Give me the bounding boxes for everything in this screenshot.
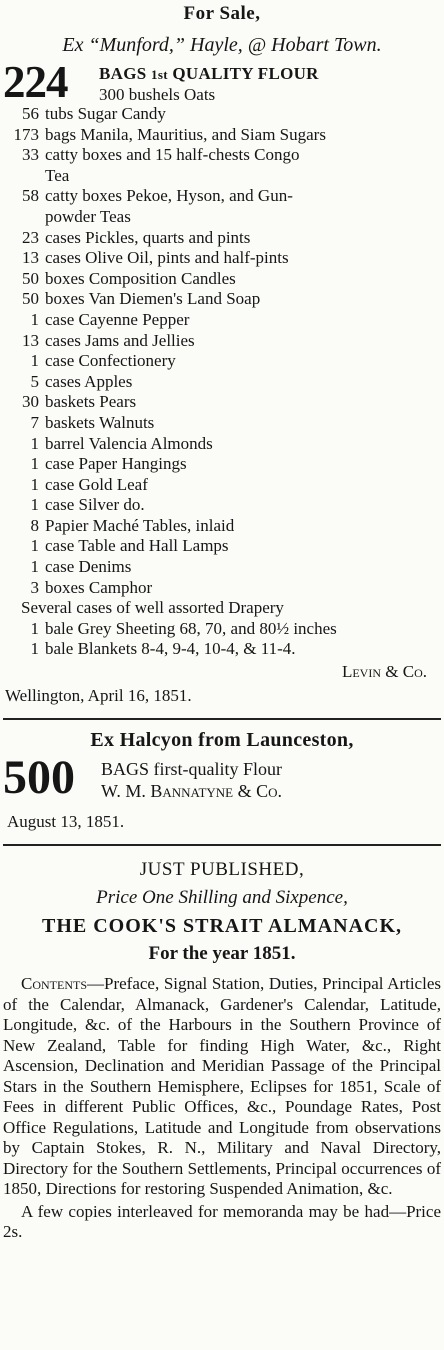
goods-item: [3, 228, 441, 249]
item-description: bags Manila, Mauritius, and Siam Sugars: [45, 124, 326, 144]
item-quantity: 58: [22, 186, 39, 206]
item-quantity: 33: [22, 145, 39, 165]
section-divider: [3, 718, 441, 720]
item-quantity: 1: [30, 557, 39, 577]
lead-quantity: 224: [3, 57, 68, 107]
goods-item: [3, 248, 441, 269]
price-line: Price One Shilling and Sixpence,: [96, 887, 348, 909]
drapery-line: Several cases of well assorted Drapery: [21, 598, 284, 618]
lead-line-1: BAGS 1st QUALITY FLOUR: [99, 64, 319, 83]
goods-item: [3, 495, 441, 516]
item-description: cases Apples: [45, 371, 133, 391]
goods-item: [3, 475, 441, 496]
item-quantity: 1: [30, 536, 39, 556]
item-description: catty boxes and 15 half-chests Congo: [45, 145, 300, 165]
goods-item: [3, 413, 441, 434]
contents-paragraph: [3, 968, 441, 1200]
item-quantity: 1: [30, 495, 39, 515]
goods-item: [3, 186, 441, 207]
dateline: Wellington, April 16, 1851.: [5, 686, 192, 706]
item-description: tubs Sugar Candy: [45, 104, 166, 123]
halcyon-heading: Ex Halcyon from Launceston,: [90, 729, 354, 752]
contents-text: —Preface, Signal Station, Duties, Principal Articles of the Calendar, Almanack, Gardener's Calendar, Latitude, Longitude, &c. of the Harbours in the Southern Province of New Zealand, Table for finding High Water, &c., Right Ascension, Declination and Meridian Passage of the Principal Stars in the Southern Hemisphere, Eclipses for 1851, Scale of Fees in different Public Offices, &c., Poundage Rates, Post Office Regulations, Latitude and Longitude from observations by Captain Stokes, R. N., Military and Naval Directory, Directory for the Southern Settlements, Principal occurrences of 1850, Directions for restoring Suspended Animation, &c.: [3, 974, 441, 1199]
item-quantity: 13: [22, 248, 39, 268]
goods-item: [3, 289, 441, 310]
item-quantity: 5: [30, 371, 39, 391]
ship-subheading: Ex “Munford,” Hayle, @ Hobart Town.: [62, 34, 382, 56]
item-description: baskets Pears: [45, 392, 137, 412]
item-quantity: 1: [30, 351, 39, 371]
item-description: catty boxes Pekoe, Hyson, and Gun-: [45, 186, 293, 206]
item-quantity: 173: [13, 124, 39, 144]
merchant-signature: Levin & Co.: [341, 662, 427, 682]
contents-label: Contents: [21, 974, 88, 994]
item-quantity: 23: [22, 227, 39, 247]
item-description: boxes Composition Candles: [45, 268, 236, 288]
item-description: case Confectionery: [45, 351, 176, 371]
goods-item: [3, 639, 441, 660]
goods-item: [3, 104, 441, 125]
goods-item: [3, 392, 441, 413]
item-description: case Denims: [45, 557, 132, 577]
item-quantity: 50: [22, 268, 39, 288]
item-quantity: 8: [30, 515, 39, 535]
item-description: case Table and Hall Lamps: [45, 536, 229, 556]
goods-list-2: [3, 619, 441, 660]
goods-item: [3, 269, 441, 290]
goods-item: [3, 557, 441, 578]
goods-item: [3, 351, 441, 372]
item-quantity: 56: [22, 104, 39, 123]
halcyon-advert: [3, 726, 441, 834]
goods-item: [3, 619, 441, 640]
item-description: case Cayenne Pepper: [45, 309, 190, 329]
item-description: case Paper Hangings: [45, 454, 187, 474]
goods-list: [3, 104, 441, 598]
goods-item: [3, 516, 441, 537]
item-description: boxes Camphor: [45, 577, 153, 597]
flour-line: BAGS first-quality Flour: [101, 759, 283, 780]
for-sale-advert: [3, 0, 441, 708]
item-description: cases Pickles, quarts and pints: [45, 227, 251, 247]
item-quantity: 50: [22, 289, 39, 309]
goods-item: [3, 372, 441, 393]
item-description: bale Blankets 8-4, 9-4, 10-4, & 11-4.: [45, 639, 296, 659]
item-continuation: powder Teas: [45, 206, 131, 226]
interleaved-note: A few copies interleaved for memoranda may be had—Price 2s.: [3, 1201, 441, 1242]
flour-quantity: 500: [3, 751, 75, 805]
goods-item: [3, 145, 441, 166]
almanack-year: For the year 1851.: [148, 943, 296, 965]
item-description: baskets Walnuts: [45, 412, 155, 432]
item-quantity: 1: [30, 618, 39, 638]
item-quantity: 1: [30, 454, 39, 474]
item-description: cases Jams and Jellies: [45, 330, 195, 350]
item-description: bale Grey Sheeting 68, 70, and 80½ inches: [45, 618, 337, 638]
goods-item: [3, 310, 441, 331]
goods-item: [3, 578, 441, 599]
merchant-name: W. M. Bannatyne & Co.: [101, 781, 283, 802]
goods-item: [3, 331, 441, 352]
goods-item: [3, 454, 441, 475]
item-description: barrel Valencia Almonds: [45, 433, 213, 453]
lead-item: [3, 57, 441, 107]
item-description: case Silver do.: [45, 495, 145, 515]
section-divider-2: [3, 844, 441, 846]
goods-item: [3, 125, 441, 146]
lead-line-2: 300 bushels Oats: [99, 85, 216, 104]
item-quantity: 30: [22, 392, 39, 412]
just-published-heading: JUST PUBLISHED,: [139, 859, 305, 881]
item-quantity: 13: [22, 330, 39, 350]
item-quantity: 3: [30, 577, 39, 597]
almanack-advert: [3, 852, 441, 1243]
item-quantity: 1: [30, 309, 39, 329]
item-description: case Gold Leaf: [45, 474, 148, 494]
halcyon-date: August 13, 1851.: [7, 812, 125, 832]
item-description: Papier Maché Tables, inlaid: [45, 515, 235, 535]
item-quantity: 1: [30, 474, 39, 494]
for-sale-heading: For Sale,: [183, 3, 261, 24]
goods-item: [3, 536, 441, 557]
item-quantity: 1: [30, 433, 39, 453]
goods-item: [3, 434, 441, 455]
item-quantity: 1: [30, 639, 39, 659]
almanack-title: THE COOK'S STRAIT ALMANACK,: [41, 915, 403, 938]
item-continuation: Tea: [45, 165, 70, 185]
item-description: boxes Van Diemen's Land Soap: [45, 289, 261, 309]
item-description: cases Olive Oil, pints and half-pints: [45, 248, 289, 268]
item-quantity: 7: [30, 412, 39, 432]
